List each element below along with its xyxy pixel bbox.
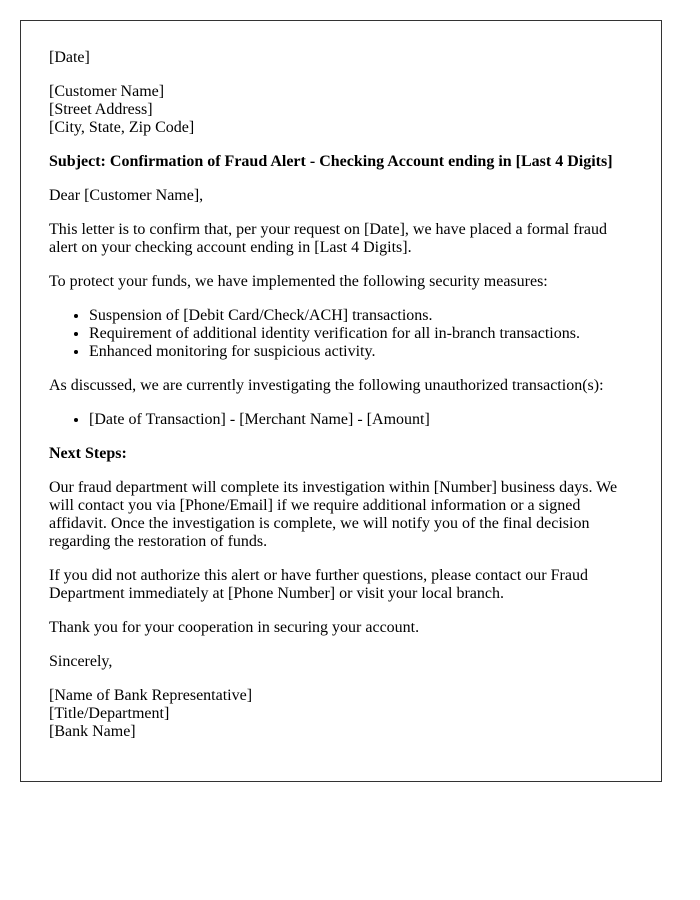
signature-title: [Title/Department] — [49, 705, 170, 722]
recipient-name: [Customer Name] — [49, 83, 165, 100]
thanks-paragraph: Thank you for your cooperation in securing your account. — [49, 619, 420, 636]
transactions-intro: As discussed, we are currently investigating the following unauthorized transaction(s): — [49, 377, 604, 394]
next-steps-heading: Next Steps: — [49, 445, 127, 462]
recipient-address — [49, 83, 633, 137]
letter-container — [20, 20, 662, 782]
list-item: • [Date of Transaction] - [Merchant Name] - [Amount] — [89, 411, 633, 429]
next-steps-paragraph: Our fraud department will complete its investigation within [Number] business days. We will contact you via [Phone/Email] if we require additional information or a signed affidavit. Once the investigation is complete, we will notify you of the final decision regarding the restoration of funds. — [49, 479, 618, 550]
list-item: • Requirement of additional identity verification for all in-branch transactions. — [89, 325, 633, 343]
recipient-city-state-zip: [City, State, Zip Code] — [49, 119, 195, 136]
letter-date: [Date] — [49, 49, 90, 66]
transactions-list — [49, 411, 633, 429]
signature-bank: [Bank Name] — [49, 723, 136, 740]
subject-line: Subject: Confirmation of Fraud Alert - Checking Account ending in [Last 4 Digits] — [49, 153, 613, 170]
security-measures-list — [49, 307, 633, 361]
recipient-street: [Street Address] — [49, 101, 153, 118]
contact-paragraph: If you did not authorize this alert or have further questions, please contact our Fraud Department immediately at [Phone Number] or visit your local branch. — [49, 567, 588, 602]
list-item: • Enhanced monitoring for suspicious activity. — [89, 343, 633, 361]
signature-block — [49, 687, 633, 741]
closing: Sincerely, — [49, 653, 113, 670]
signature-name: [Name of Bank Representative] — [49, 687, 253, 704]
list-item: • Suspension of [Debit Card/Check/ACH] transactions. — [89, 307, 633, 325]
measures-intro: To protect your funds, we have implemented the following security measures: — [49, 273, 548, 290]
salutation: Dear [Customer Name], — [49, 187, 204, 204]
intro-paragraph: This letter is to confirm that, per your request on [Date], we have placed a formal fraud alert on your checking account ending in [Last 4 Digits]. — [49, 221, 608, 256]
